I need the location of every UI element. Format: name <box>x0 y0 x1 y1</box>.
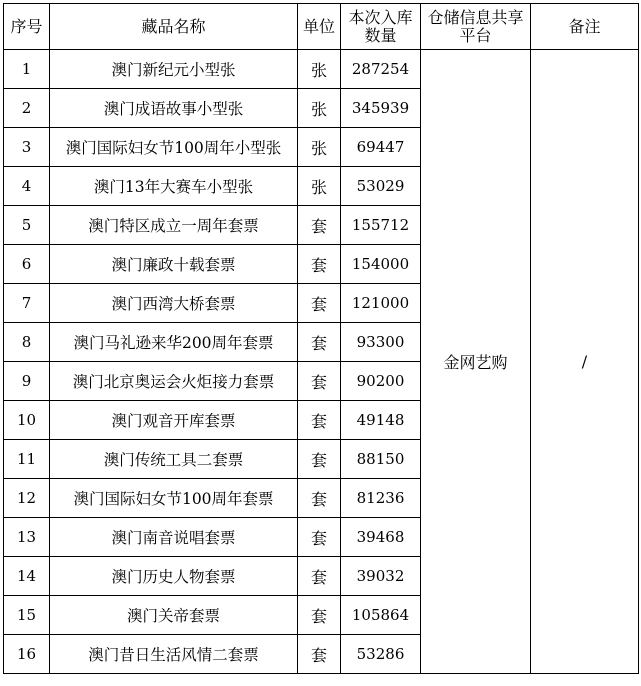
header-unit: 单位 <box>298 4 341 50</box>
cell-unit: 套 <box>298 440 341 479</box>
cell-name: 澳门观音开库套票 <box>50 401 298 440</box>
cell-seq: 3 <box>4 128 50 167</box>
header-platform: 仓储信息共享平台 <box>421 4 531 50</box>
cell-name: 澳门廉政十载套票 <box>50 245 298 284</box>
cell-name: 澳门北京奥运会火炬接力套票 <box>50 362 298 401</box>
cell-seq: 16 <box>4 635 50 674</box>
cell-seq: 13 <box>4 518 50 557</box>
cell-unit: 套 <box>298 206 341 245</box>
cell-qty: 88150 <box>341 440 421 479</box>
header-qty: 本次入库数量 <box>341 4 421 50</box>
cell-name: 澳门13年大赛车小型张 <box>50 167 298 206</box>
cell-name: 澳门特区成立一周年套票 <box>50 206 298 245</box>
cell-seq: 8 <box>4 323 50 362</box>
cell-qty: 81236 <box>341 479 421 518</box>
cell-unit: 套 <box>298 596 341 635</box>
collection-table <box>3 3 639 674</box>
cell-name: 澳门国际妇女节100周年套票 <box>50 479 298 518</box>
cell-name: 澳门传统工具二套票 <box>50 440 298 479</box>
cell-seq: 5 <box>4 206 50 245</box>
cell-seq: 12 <box>4 479 50 518</box>
cell-remark: / <box>531 50 639 674</box>
cell-unit: 套 <box>298 323 341 362</box>
cell-name: 澳门关帝套票 <box>50 596 298 635</box>
cell-unit: 套 <box>298 284 341 323</box>
cell-name: 澳门历史人物套票 <box>50 557 298 596</box>
cell-name: 澳门成语故事小型张 <box>50 89 298 128</box>
cell-qty: 155712 <box>341 206 421 245</box>
cell-unit: 套 <box>298 518 341 557</box>
cell-seq: 4 <box>4 167 50 206</box>
cell-name: 澳门昔日生活风情二套票 <box>50 635 298 674</box>
cell-seq: 7 <box>4 284 50 323</box>
cell-unit: 套 <box>298 479 341 518</box>
header-seq: 序号 <box>4 4 50 50</box>
cell-seq: 14 <box>4 557 50 596</box>
cell-seq: 9 <box>4 362 50 401</box>
header-row <box>4 4 639 50</box>
cell-seq: 6 <box>4 245 50 284</box>
cell-name: 澳门马礼逊来华200周年套票 <box>50 323 298 362</box>
cell-unit: 套 <box>298 362 341 401</box>
cell-seq: 11 <box>4 440 50 479</box>
cell-qty: 121000 <box>341 284 421 323</box>
cell-seq: 1 <box>4 50 50 89</box>
cell-qty: 39468 <box>341 518 421 557</box>
cell-qty: 90200 <box>341 362 421 401</box>
cell-qty: 105864 <box>341 596 421 635</box>
cell-unit: 套 <box>298 557 341 596</box>
cell-seq: 15 <box>4 596 50 635</box>
cell-qty: 49148 <box>341 401 421 440</box>
cell-qty: 53029 <box>341 167 421 206</box>
header-remark: 备注 <box>531 4 639 50</box>
cell-unit: 套 <box>298 635 341 674</box>
cell-qty: 53286 <box>341 635 421 674</box>
cell-name: 澳门国际妇女节100周年小型张 <box>50 128 298 167</box>
cell-name: 澳门南音说唱套票 <box>50 518 298 557</box>
cell-qty: 69447 <box>341 128 421 167</box>
cell-seq: 10 <box>4 401 50 440</box>
cell-unit: 套 <box>298 401 341 440</box>
cell-unit: 张 <box>298 128 341 167</box>
cell-qty: 345939 <box>341 89 421 128</box>
cell-name: 澳门西湾大桥套票 <box>50 284 298 323</box>
cell-unit: 张 <box>298 167 341 206</box>
cell-qty: 287254 <box>341 50 421 89</box>
cell-unit: 张 <box>298 50 341 89</box>
cell-name: 澳门新纪元小型张 <box>50 50 298 89</box>
cell-unit: 张 <box>298 89 341 128</box>
cell-qty: 39032 <box>341 557 421 596</box>
cell-seq: 2 <box>4 89 50 128</box>
cell-qty: 154000 <box>341 245 421 284</box>
table-row <box>4 50 639 89</box>
header-name: 藏品名称 <box>50 4 298 50</box>
cell-platform: 金网艺购 <box>421 50 531 674</box>
cell-unit: 套 <box>298 245 341 284</box>
cell-qty: 93300 <box>341 323 421 362</box>
